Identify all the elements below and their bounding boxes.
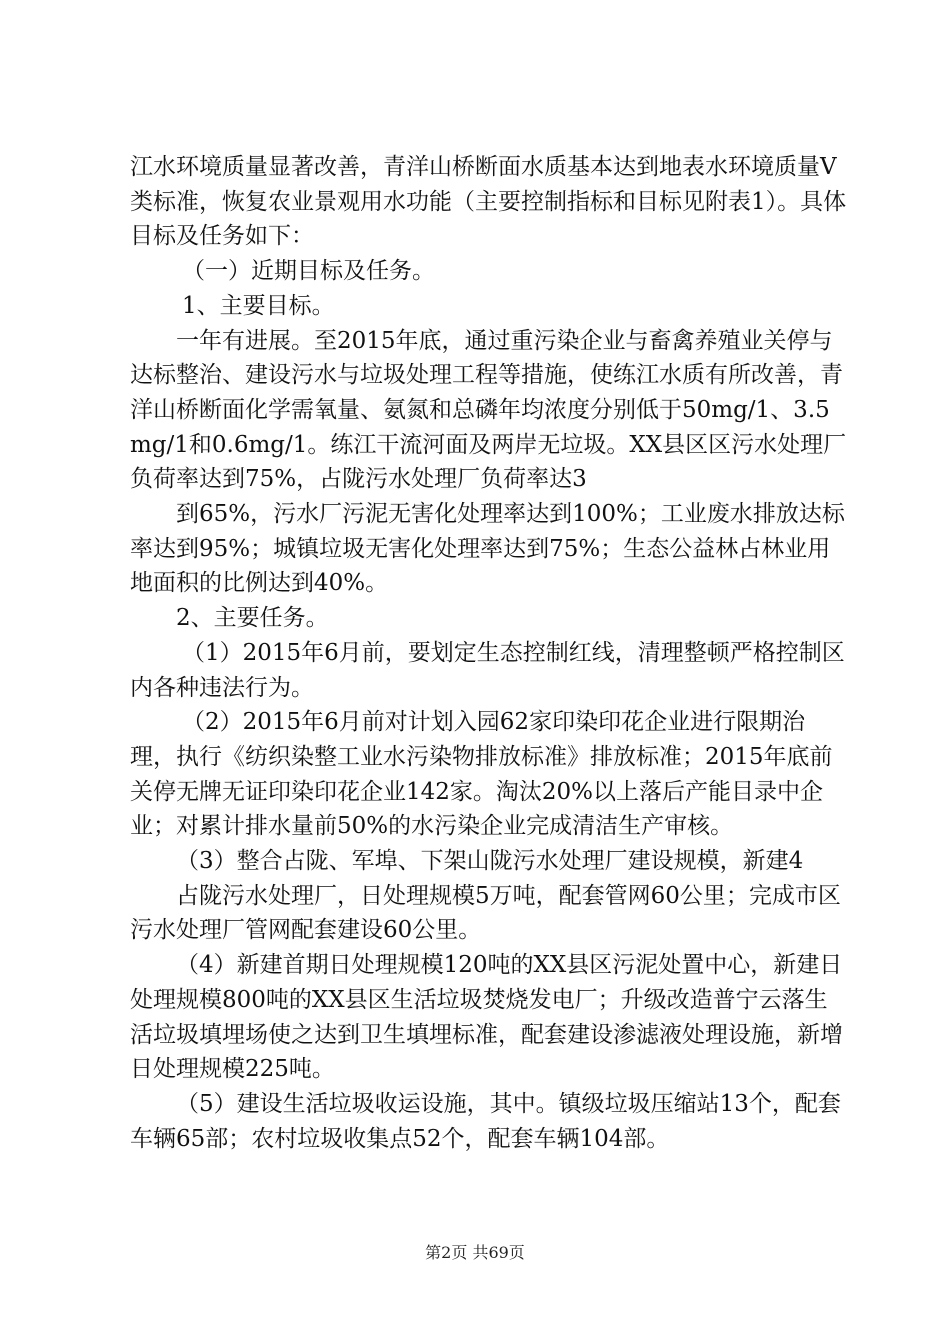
heading-main-goals: 1、主要目标。 [182, 292, 335, 319]
task-item-5: （5）建设生活垃圾收运设施，其中。镇级垃圾压缩站13个，配套车辆65部；农村垃圾收集点52个，配套车辆104部。 [130, 1090, 841, 1152]
task-item-4: （4）新建首期日处理规模120吨的XX县区污泥处置中心，新建日处理规模800吨的XX县区生活垃圾焚烧发电厂；升级改造普宁云落生活垃圾填埋场使之达到卫生填埋标准，配套建设渗滤液处理设施，新增日处理规模225吨。 [130, 952, 843, 1083]
task-item-2: （2）2015年6月前对计划入园62家印染印花企业进行限期治理，执行《纺织染整工业水污染物排放标准》排放标准；2015年底前关停无牌无证印染印花企业142家。淘汰20%以上落后产能目录中企业；对累计排水量前50%的水污染企业完成清洁生产审核。 [130, 709, 833, 840]
paragraph-one-year-progress: 一年有进展。至2015年底，通过重污染企业与畜禽养殖业关停与达标整治、建设污水与垃圾处理工程等措施，使练江水质有所改善，青洋山桥断面化学需氧量、氨氮和总磷年均浓度分别低于50mg/1、3.5mg/1和0.6mg/1。练江干流河面及两岸无垃圾。XX县区区污水处理厂负荷率达到75%，占陇污水处理厂负荷率达3 [130, 327, 847, 493]
task-item-1: （1）2015年6月前，要划定生态控制红线，清理整顿严格控制区内各种违法行为。 [130, 639, 845, 701]
document-body [130, 150, 850, 1156]
heading-main-tasks: 2、主要任务。 [176, 605, 329, 632]
heading-near-term-goals: （一）近期目标及任务。 [182, 258, 435, 285]
task-item-3: （3）整合占陇、军埠、下架山陇污水处理厂建设规模，新建4 [176, 848, 804, 875]
paragraph-water-quality-goal: 江水环境质量显著改善，青洋山桥断面水质基本达到地表水环境质量Ⅴ类标准，恢复农业景观用水功能（主要控制指标和目标见附表1）。具体目标及任务如下： [130, 154, 847, 250]
page-number-footer: 第2页 共69页 [425, 1243, 525, 1262]
paragraph-treatment-rates: 到65%，污水厂污泥无害化处理率达到100%；工业废水排放达标率达到95%；城镇垃圾无害化处理率达到75%；生态公益林占林业用地面积的比例达到40%。 [130, 501, 845, 597]
task-item-3-continued: 占陇污水处理厂，日处理规模5万吨，配套管网60公里；完成市区污水处理厂管网配套建设60公里。 [130, 882, 841, 944]
